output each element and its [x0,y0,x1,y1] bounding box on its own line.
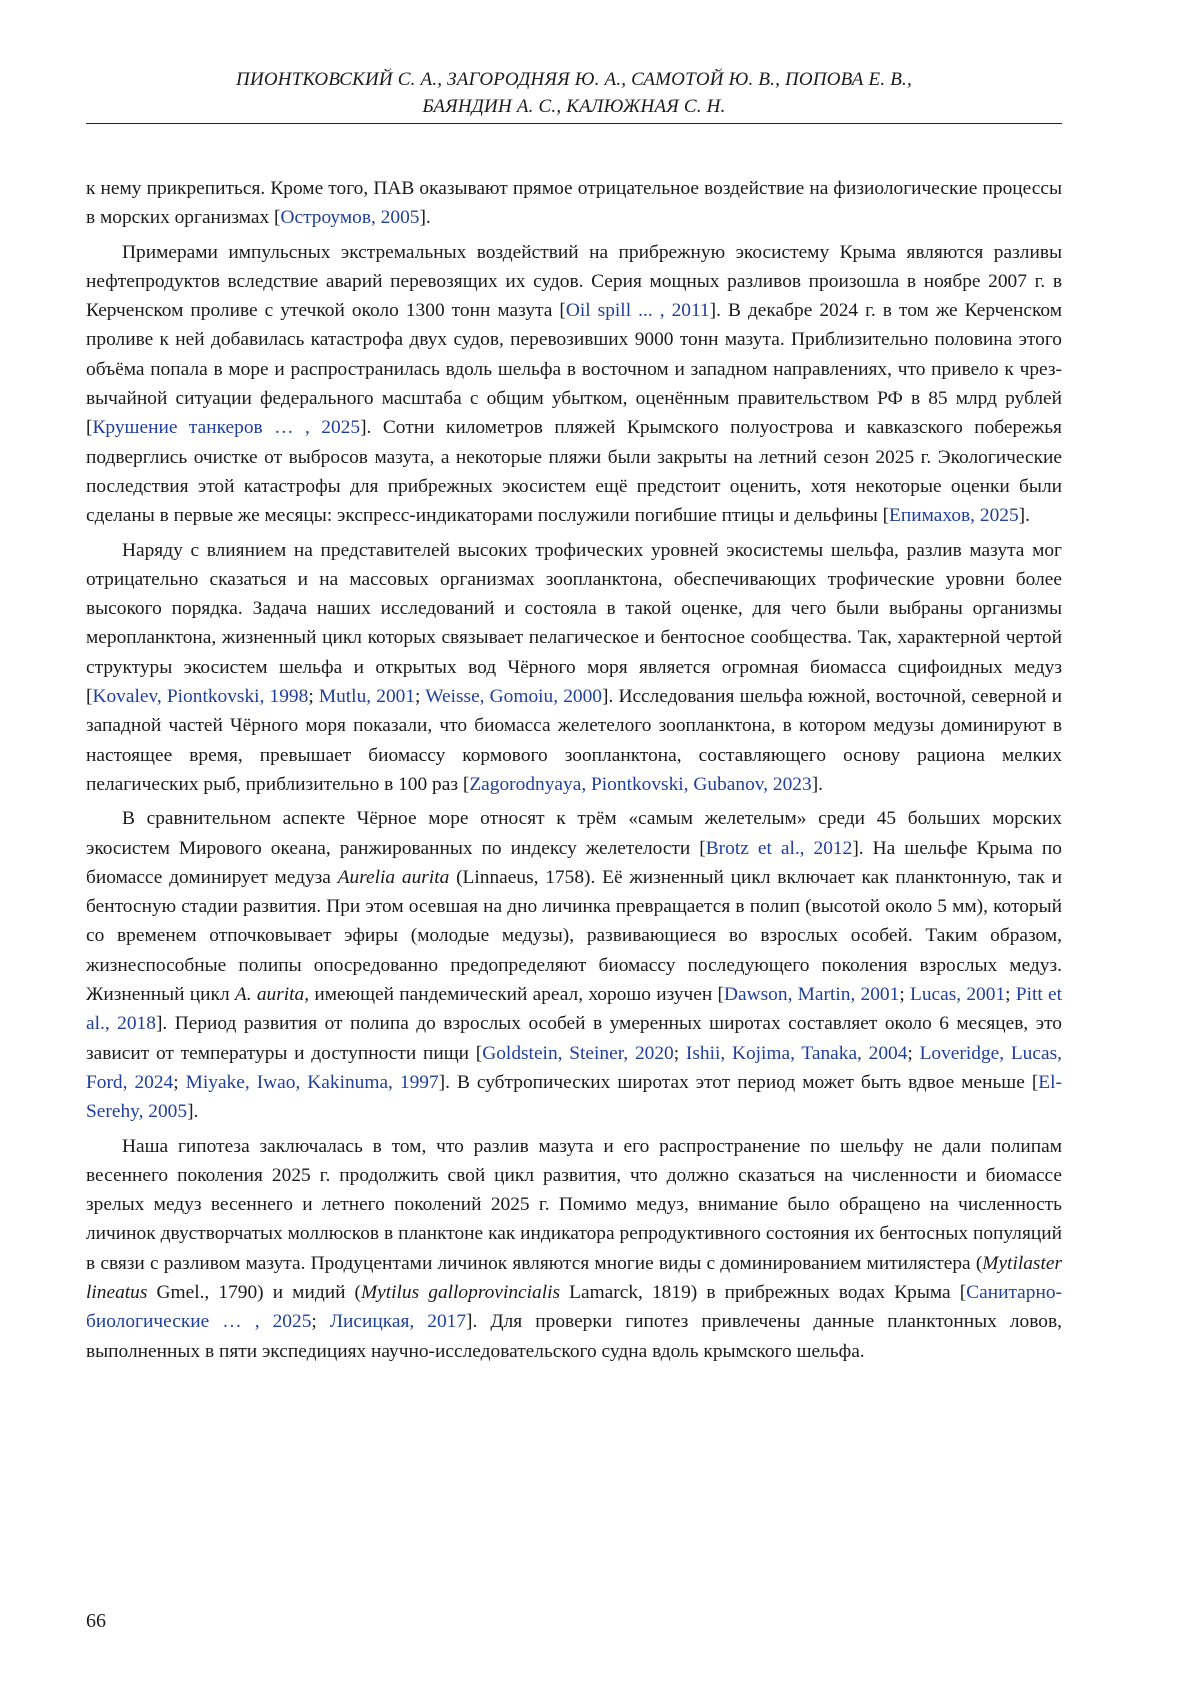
citation-link[interactable]: Miyake, Iwao, Kakinuma, 1997 [185,1071,439,1093]
paragraph-text: Gmel., 1790) и мидий ( [147,1281,361,1303]
citation-link[interactable]: Pitt et al., 2018 [86,984,1062,1035]
header-authors-line-2: БАЯНДИН А. С., КАЛЮЖНАЯ С. Н. [422,96,726,117]
paragraph-text: ]. Исследования шельфа южной, восточной, северной и западной частей Чёрного моря показали, что биомасса желетелого зоопланктона, в котором медузы доминируют в настоящее время, превышает биомассу кормового зоопланктона, составляющего основу рациона мелких пелагических рыб, приблизительно в 100 раз [ [86,686,1062,795]
paragraph [86,804,1062,1126]
paragraph-text: Примерами импульсных экстремальных воздействий на прибрежную экосистему Крыма являются разливы нефтепродуктов вследствие аварий перевозящих их судов. Серия мощных разливов произошла в ноябре 2007 г. в Керченском проливе с утечкой около 1300 тонн мазута [ [86,241,1062,322]
header-authors-line-1: ПИОНТКОВСКИЙ С. А., ЗАГОРОДНЯЯ Ю. А., САМОТОЙ Ю. В., ПОПОВА Е. В., [236,69,912,90]
paragraph-text: ]. Для проверки гипотез привлечены данные планктонных ловов, выполненных в пяти экспедициях научно-исследовательского судна вдоль крымского шельфа. [86,1311,1062,1362]
paragraph-text: ]. [811,773,823,795]
citation-link[interactable]: Епимахов, 2025 [889,505,1019,527]
citation-link[interactable]: Остроумов, 2005 [280,207,420,229]
paragraph [86,238,1062,531]
citation-link[interactable]: Dawson, Martin, 2001 [724,984,900,1006]
paragraph-text: ; [173,1071,186,1093]
page-number: 66 [86,1610,106,1632]
paragraph-text: ; [311,1311,330,1333]
paragraph-text: к нему прикрепиться. Кроме того, ПАВ оказывают прямое отрицательное воздействие на физиологические процессы в морских организмах [ [86,178,1062,229]
citation-link[interactable]: Лисицкая, 2017 [329,1311,467,1333]
citation-link[interactable]: Oil spill ... , 2011 [565,300,710,322]
header-divider [86,123,1062,124]
paragraph-text: ]. На шельфе Крыма по биомассе доминирует медуза [86,837,1062,888]
citation-link[interactable]: Goldstein, Steiner, 2020 [482,1042,674,1064]
article-body [86,174,1062,1366]
paragraph-text: ]. В субтропических широтах этот период может быть вдвое меньше [ [438,1071,1039,1093]
paragraph-text: Наряду с влиянием на представителей высоких трофических уровней экосистемы шельфа, разлив мазута мог отрицательно сказаться и на массовых организмах зоопланктона, обеспечивающих трофические уровни более высокого порядка. Задача наших исследований и состояла в такой оценке, для чего были выбраны организмы меропланктона, жизненный цикл которых связывает пелагическое и бентосное сообщества. Так, характерной чертой структуры экосистем шельфа и открытых вод Чёрного моря является огромная биомасса сцифоидных медуз [ [86,539,1062,708]
paragraph [86,536,1062,800]
italic-text: Aurelia aurita [337,866,450,888]
citation-link[interactable]: Brotz et al., 2012 [705,837,853,859]
paragraph-text: ; [1005,984,1016,1006]
paragraph-text: ; [308,686,319,708]
citation-link[interactable]: Крушение танкеров … , 2025 [92,417,361,439]
citation-link[interactable]: El-Serehy, 2005 [86,1071,1062,1123]
paragraph-text: ]. В декабре 2024 г. в том же Керченском проливе к ней добавилась катастрофа двух судов, перевозивших 9000 тонн мазута. Приблизительно половина этого объёма попала в море и распространилась вдоль шельфа в восточном и западном направлениях, что привело к чрезвычайной ситуации федерального масштаба с общим убытком, оценённым правительством РФ в 85 млрд рублей [ [86,300,1062,439]
citation-link[interactable]: Lucas, 2001 [909,984,1006,1006]
citation-link[interactable]: Loveridge, Lucas, Ford, 2024 [86,1042,1062,1093]
paragraph-text: ; [673,1042,686,1064]
paragraph-text: (Linnaeus, 1758). Её жизненный цикл включает как планктонную, так и бентосную стадии развития. При этом осевшая на дно личинка превращается в полип (высотой около 5 мм), который со временем отпочковывает эфиры (молодые медузы), развивающиеся во взрослых особей. Таким образом, жизнеспособные полипы опосредованно предопределяют биомассу последующего поколения взрослых медуз. Жизненный цикл [86,866,1062,1006]
paragraph-text: ]. Период развития от полипа до взрослых особей в умеренных широтах составляет около 6 месяцев, это зависит от температуры и доступности пищи [ [86,1013,1062,1064]
paragraph-text: ]. [1018,505,1030,527]
paragraph-text: ]. Сотни километров пляжей Крымского полуострова и кавказского побережья подверглись очистке от выбросов мазута, а некоторые пляжи были закрыты на летний сезон 2025 г. Экологические последствия этой катастрофы для прибрежных экосистем ещё предстоит оценить, хотя некоторые оценки были сделаны в первые же месяцы: экспресс-индикаторами послужили погибшие птицы и дельфины [ [86,417,1062,527]
paragraph-text: ]. [187,1101,199,1123]
citation-link[interactable]: Mutlu, 2001 [318,686,416,708]
paragraph [86,174,1062,233]
paragraph-text: В сравнительном аспекте Чёрное море относят к трём «самым желетелым» среди 45 больших морских экосистем Мирового океана, ранжированных по индексу желетелости [ [86,808,1062,859]
paragraph-text: Наша гипотеза заключалась в том, что разлив мазута и его распространение по шельфу не дали полипам весеннего поколения 2025 г. продолжить свой цикл развития, что должно сказаться на численности и биомассе зрелых медуз весеннего и летнего поколений 2025 г. Помимо медуз, внимание было обращено на численность личинок двустворчатых моллюсков в планктоне как индикатора репродуктивного состояния их бентосных популяций в связи с разливом мазута. Продуцентами личинок являются многие виды с доминированием митилястера ( [86,1135,1062,1274]
citation-link[interactable]: Kovalev, Piontkovski, 1998 [92,686,309,708]
paragraph-text: ]. [419,207,431,229]
paragraph [86,1132,1062,1366]
citation-link[interactable]: Ishii, Kojima, Tanaka, 2004 [685,1042,908,1064]
italic-text: A. aurita [234,984,305,1006]
paragraph-text: Lamarck, 1819) в прибрежных водах Крыма [ [560,1281,967,1303]
paragraph-text: , имеющей пандемический ареал, хорошо изучен [ [304,984,725,1006]
running-header [86,66,1062,120]
italic-text: Mytilus galloprovincialis [361,1281,561,1303]
citation-link[interactable]: Weisse, Gomoiu, 2000 [425,686,602,708]
paragraph-text: ; [415,686,426,708]
citation-link[interactable]: Zagorodnyaya, Piontkovski, Gubanov, 2023 [469,773,812,795]
paragraph-text: ; [907,1042,920,1064]
paragraph-text: ; [899,984,910,1006]
citation-link[interactable]: Санитарно-биологические … , 2025 [86,1281,1062,1333]
italic-text: Mytilaster lineatus [86,1252,1062,1303]
